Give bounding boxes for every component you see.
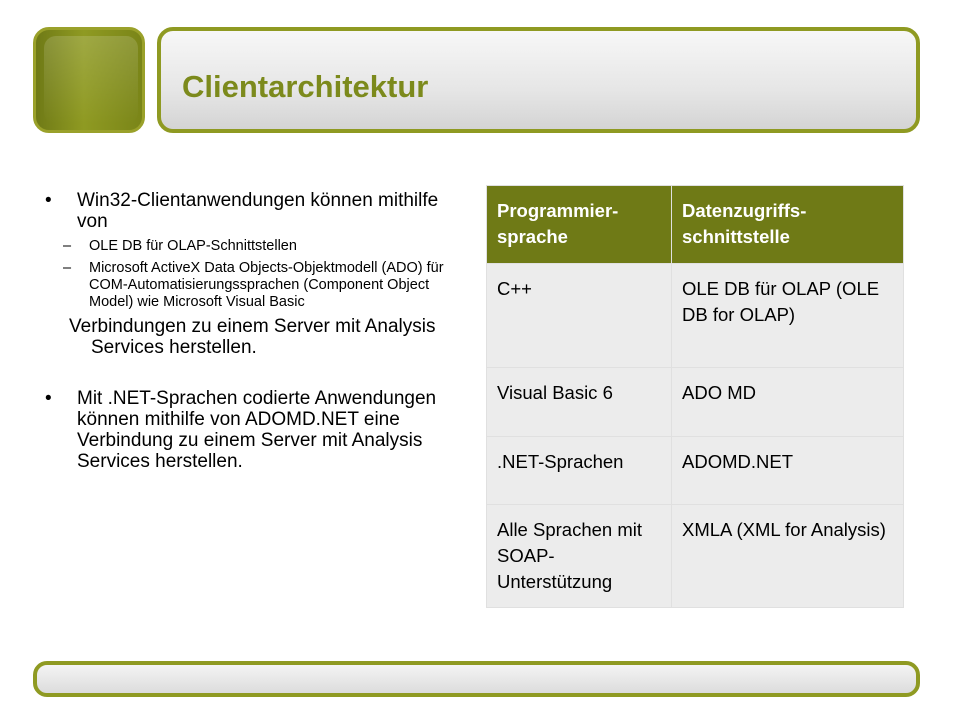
slide-title: Clientarchitektur: [182, 69, 429, 104]
bullet-list: [45, 190, 465, 472]
bullet-item-2: [45, 388, 465, 472]
table-cell: Alle Sprachen mit SOAP-Unterstützung: [487, 505, 672, 608]
footer-bar: [33, 661, 920, 697]
table-cell: XMLA (XML for Analysis): [672, 505, 904, 608]
language-interface-table: [486, 185, 904, 608]
table-cell: C++: [487, 264, 672, 368]
header-cell-interface: Datenzugriffs-schnittstelle: [672, 186, 904, 264]
bullet-text: Mit .NET-Sprachen codierte Anwendungen können mithilfe von ADOMD.NET eine Verbindung zu einem Server mit Analysis Services herstellen.: [77, 388, 437, 472]
table-row: [487, 437, 904, 505]
table-cell: ADO MD: [672, 368, 904, 437]
table-row: [487, 264, 904, 368]
header-cell-language: Programmier-sprache: [487, 186, 672, 264]
sub-bullet-item: [45, 260, 465, 311]
sub-bullet-text: Microsoft ActiveX Data Objects-Objektmodell (ADO) für COM-Automatisierungssprachen (Component Object Model) wie Microsoft Visual Basic: [89, 260, 444, 310]
dash-marker: –: [63, 238, 72, 254]
bullet-marker: •: [45, 388, 52, 409]
table-header-row: [487, 186, 904, 264]
sub-bullet-item: [45, 238, 465, 255]
dash-marker: –: [63, 260, 72, 276]
bullet-text: Win32-Clientanwendungen können mithilfe von: [77, 190, 439, 232]
table-row: [487, 505, 904, 608]
table-cell: Visual Basic 6: [487, 368, 672, 437]
bullet-item-1: [45, 190, 465, 232]
sub-bullet-list: [45, 238, 465, 311]
title-bar: [157, 27, 920, 133]
bullet-continuation: Verbindungen zu einem Server mit Analysis Services herstellen.: [69, 316, 436, 358]
table-row: [487, 368, 904, 437]
sub-bullet-text: OLE DB für OLAP-Schnittstellen: [89, 238, 297, 254]
table-cell: .NET-Sprachen: [487, 437, 672, 505]
table-cell: ADOMD.NET: [672, 437, 904, 505]
accent-block: [33, 27, 145, 133]
table-cell: OLE DB für OLAP (OLE DB for OLAP): [672, 264, 904, 368]
bullet-marker: •: [45, 190, 52, 211]
